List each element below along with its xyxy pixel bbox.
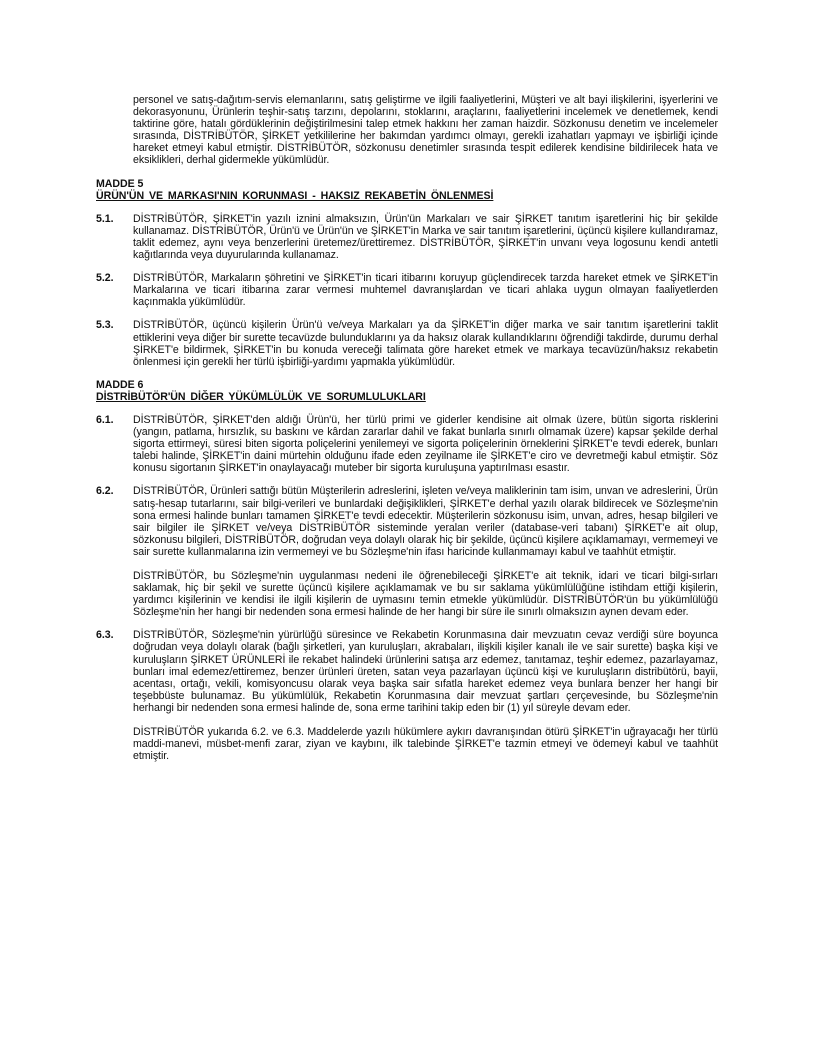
article-number: MADDE 6 (96, 378, 144, 391)
intro-paragraph: personel ve satış-dağıtım-servis elemanlarını, satış geliştirme ve ilgili faaliyetlerini, Müşteri ve alt bayi ilişkilerini, işyerlerini ve dekorasyonunu, Ürünlerin teşhir-satış tarzını, depolarını, stoklarını, araçlarını, faaliyetlerini incelemek ve denetlemek, kendi taktirine göre, hatalı gördüklerinin değiştirilmesini talep etmek hakkını her zaman haizdir. Sözkonusu denetim ve incelemeler sırasında, DİSTRİBÜTÖR, ŞİRKET yetkililerine her bakımdan yardımcı olmayı, gerekli izahatları yapmayı ve işbirliği içinde hareket etmeyi kabul etmiştir. DİSTRİBÜTÖR, sözkonusu denetimler sırasında tespit edilerek kendisine bildirilecek hata ve eksiklikleri, derhal gidermekle yükümlüdür. (133, 94, 718, 167)
article-title: ÜRÜN'ÜN VE MARKASI'NIN KORUNMASI - HAKSIZ REKABETİN ÖNLENMESİ (96, 189, 494, 202)
clause-5-3 (96, 319, 718, 367)
clause-paragraph: DİSTRİBÜTÖR, Sözleşme'nin yürürlüğü süresince ve Rekabetin Korunmasına dair mevzuatın cevaz verdiği süre boyunca doğrudan veya dolaylı olarak (bağlı şirketleri, yan kuruluşları, akrabaları, ilişkili kişiler kanalı ile ve sair surette) başka kişi ve kuruluşların ŞİRKET ÜRÜNLERİ ile rekabet halindeki ürünlerini satışa arz edemez, tanıtamaz, teşhir edemez, pazarlayamaz, bunları imal edemez/ettiremez, benzer ürünleri üreten, satan veya pazarlayan üçüncü kişi ve kuruluşların distribütörü, bayii, acentası, ortağı, vekili, komisyoncusu olarak veya başka sair sıfatla hareket edemez veya bunlara benzer her hangi bir teşebbüste bulunamaz. Bu yükümlülük, Rekabetin Korunmasına dair mevzuat şartları çerçevesinde, bu Sözleşme'nin herhangi bir nedenden sona ermesi halinde de, sona erme tarihini takip eden bir (1) yıl süreyle devam eder. (133, 629, 718, 714)
clause-paragraph: DİSTRİBÜTÖR, ŞİRKET'den aldığı Ürün'ü, her türlü primi ve giderler kendisine ait olmak üzere, bütün sigorta risklerini (yangın, patlama, hırsızlık, su baskını ve kârdan zararlar dahil ve fakat bunlarla sınırlı olmamak üzere) kapsar şekilde derhal sigorta ettirmeyi, süresi biten sigorta poliçelerini yenilemeyi ve sigorta poliçelerinin örneklerini ŞİRKET'e tevdi ederek, bunları talebi halinde, ŞİRKET'in daini mürtehin olduğunu ifade eden zeyilname ile ŞİRKET'e ciro ve devretmeği kabul etmiştir. Söz konusu sigortanın ŞİRKET'in onaylayacağı muteber bir sigorta kuruluşuna yaptırılması esastır. (133, 413, 718, 475)
clause-paragraph: DİSTRİBÜTÖR, Ürünleri sattığı bütün Müşterilerin adreslerini, işleten ve/veya maliklerinin tam isim, unvan ve adreslerini, Ürün satış-hesap tutarlarını, sair bilgi-verileri ve bunlardaki değişiklikleri, ŞİRKET'e derhal yazılı olarak bildirecek ve Sözleşme'nin sona ermesi halinde bunları tamamen ŞİRKET'e tevdi edecektir. Müşterilerin sözkonusu isim, unvan, adres, hesap bilgileri ve sair bilgiler ile ŞİRKET ve/veya DİSTRİBÜTÖR sisteminde yeralan veriler (database-veri tabanı) ŞİRKET'e ait olup, sözkonusu bilgileri, DİSTRİBÜTÖR, doğrudan veya dolaylı olarak hiç bir şekilde, üçüncü kişilere açıklamamayı, vermemeyi ve sair surette kullanmalarına izin vermemeyi ve bu Sözleşme'nin ifası haricinde kullanmamayı kabul ve taahhüt etmiştir. (133, 485, 718, 558)
clause-6-2 (96, 485, 718, 618)
clause-body (133, 272, 718, 308)
clause-paragraph: DİSTRİBÜTÖR, Markaların şöhretini ve ŞİRKET'in ticari itibarını koruyup güçlendirecek tarzda hareket etmek ve ŞİRKET'in Markalarına ve ticari itibarına zarar vermesi muhtemel davranışlardan ve ticari ahlaka uygun olmayan faaliyetlerden kaçınmakla yükümlüdür. (133, 272, 718, 309)
clause-body (133, 319, 718, 367)
clause-number: 6.2. (96, 485, 114, 498)
article-title: DİSTRİBÜTÖR'ÜN DİĞER YÜKÜMLÜLÜK VE SORUMLULUKLARI (96, 390, 426, 403)
clause-number: 5.2. (96, 272, 114, 285)
clause-paragraph: DİSTRİBÜTÖR, üçüncü kişilerin Ürün'ü ve/veya Markaları ya da ŞİRKET'in diğer marka ve sair tanıtım işaretlerini taklit ettiklerini veya diğer bir surette tecavüzde bulunduklarını ya da haksız olarak kullandıklarını öğrendiği takdirde, durumu derhal ŞİRKET'e bildirmek, ŞİRKET'in bu konuda vereceği talimata göre hareket etmek ve markaya tecavüzün/haksız rekabetin önlenmesi için gerekli her türlü işbirliği-yardımı yapmakla yükümlüdür. (133, 319, 718, 368)
clause-number: 6.3. (96, 629, 114, 642)
clause-5-2 (96, 272, 718, 308)
clause-body (133, 414, 718, 474)
clause-6-3 (96, 629, 718, 762)
clause-body (133, 629, 718, 762)
clause-body (133, 213, 718, 261)
clause-paragraph: DİSTRİBÜTÖR yukarıda 6.2. ve 6.3. Maddelerde yazılı hükümlere aykırı davranışından ötürü ŞİRKET'in uğrayacağı her türlü maddi-manevi, müsbet-menfi zarar, ziyan ve kaybını, ilk talebinde ŞİRKET'e tazmin etmeyi ve ödemeyi kabul ve taahhüt etmiştir. (133, 726, 718, 763)
clause-paragraph: DİSTRİBÜTÖR, ŞİRKET'in yazılı iznini almaksızın, Ürün'ün Markaları ve sair ŞİRKET tanıtım işaretlerini hiç bir şekilde kullanamaz. DİSTRİBÜTÖR, Ürün'ü ve Ürün'ün ve ŞİRKET'in Marka ve sair tanıtım işaretlerini, üçüncü kişilere kullandıramaz, taklit edemez, aynı veya benzerlerini üretemez/ürettiremez. DİSTRİBÜTÖR, ŞİRKET'in unvanı veya logosunu kendi antetli kağıtlarında veya duyurularında kullanamaz. (133, 212, 718, 262)
article-number: MADDE 5 (96, 177, 144, 190)
article-6-heading (96, 379, 718, 403)
clause-number: 5.3. (96, 319, 114, 332)
clause-body (133, 485, 718, 618)
clause-number: 5.1. (96, 212, 114, 225)
clause-5-1 (96, 213, 718, 261)
clause-6-1 (96, 414, 718, 474)
document-body (96, 94, 718, 762)
article-5-heading (96, 178, 718, 202)
clause-number: 6.1. (96, 413, 114, 426)
clause-paragraph: DİSTRİBÜTÖR, bu Sözleşme'nin uygulanması nedeni ile öğrenebileceği ŞİRKET'e ait teknik, idari ve ticari bilgi-sırları saklamak, hiç bir şekil ve surette üçüncü kişilere açıklamamak ve bu sır saklama yükümlülüğüne istihdam ettiği kişilerin, yardımcı kişilerinin ve kendisi ile ilgili kişilerin de uymasını temin etmekle yükümlüdür. DİSTRİBÜTÖR'ün bu yükümlülüğü Sözleşme'nin her hangi bir nedenden sona ermesi halinde de her hangi bir süre ile sınırlı olmaksızın aynen devam eder. (133, 570, 718, 619)
